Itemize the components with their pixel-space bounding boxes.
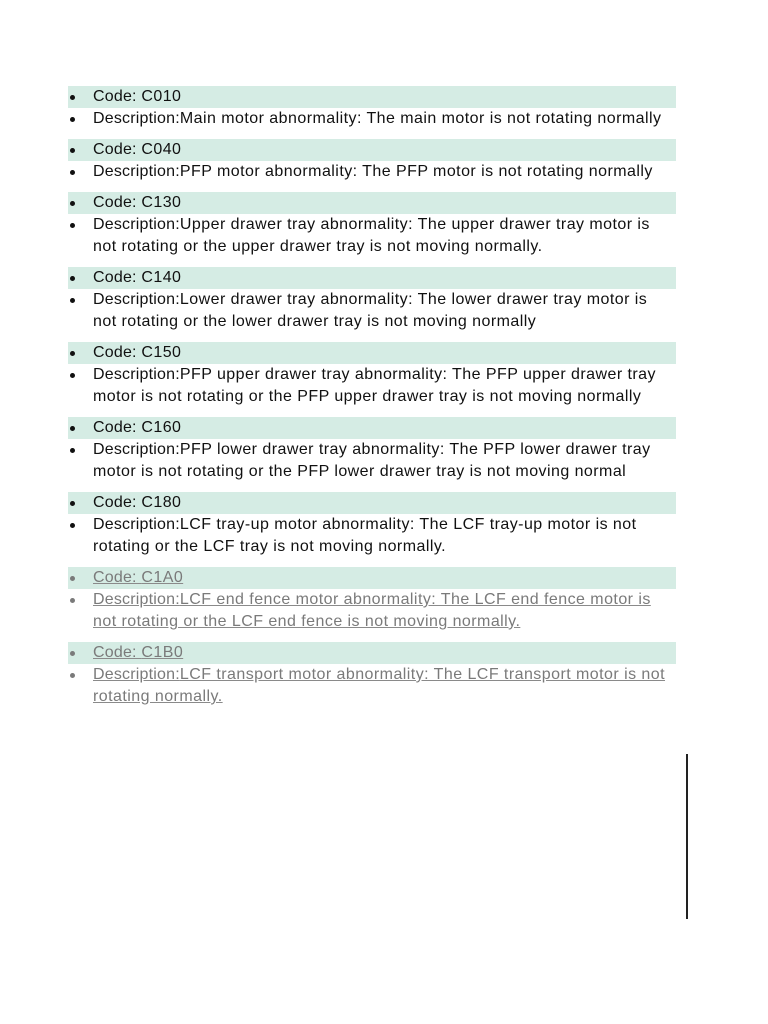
bullet-icon <box>70 298 75 303</box>
code-value: C140 <box>141 269 182 286</box>
code-label: Code: <box>93 344 142 361</box>
code-value: C040 <box>141 141 182 158</box>
description-label: Description: <box>93 516 180 533</box>
code-value: C1A0 <box>141 569 184 586</box>
error-entry-c010 <box>68 86 676 130</box>
code-row <box>68 342 676 364</box>
bullet-icon <box>70 373 75 378</box>
description-text: Lower drawer tray abnormality: The lower drawer tray motor is not rotating or the lower drawer tray is not moving normally <box>93 291 648 330</box>
description-label: Description: <box>93 163 180 180</box>
bullet-icon <box>70 501 75 506</box>
code-row <box>68 267 676 289</box>
code-label: Code: <box>93 88 142 105</box>
description-text: LCF transport motor abnormality: The LCF transport motor is not rotating normally. <box>93 666 666 705</box>
bullet-icon <box>70 673 75 678</box>
bullet-icon <box>70 351 75 356</box>
description-row <box>68 664 676 708</box>
description-row <box>68 364 676 408</box>
revision-change-bar <box>686 754 688 919</box>
bullet-icon <box>70 201 75 206</box>
code-value: C150 <box>141 344 182 361</box>
code-row <box>68 642 676 664</box>
bullet-icon <box>70 448 75 453</box>
description-label: Description: <box>93 441 180 458</box>
code-row <box>68 139 676 161</box>
description-label: Description: <box>93 591 180 608</box>
description-label: Description: <box>93 291 180 308</box>
description-text: PFP motor abnormality: The PFP motor is not rotating normally <box>179 163 653 180</box>
description-row <box>68 214 676 258</box>
code-label: Code: <box>93 141 142 158</box>
code-value: C130 <box>141 194 182 211</box>
code-row <box>68 417 676 439</box>
bullet-icon <box>70 426 75 431</box>
error-entry-c150 <box>68 342 676 408</box>
bullet-icon <box>70 651 75 656</box>
error-entry-c180 <box>68 492 676 558</box>
description-row <box>68 161 676 183</box>
code-value: C010 <box>141 88 182 105</box>
bullet-icon <box>70 148 75 153</box>
error-entry-c1b0 <box>68 642 676 708</box>
code-row <box>68 567 676 589</box>
code-label: Code: <box>93 644 142 661</box>
code-label: Code: <box>93 494 142 511</box>
code-row <box>68 86 676 108</box>
description-row <box>68 589 676 633</box>
code-label: Code: <box>93 569 142 586</box>
bullet-icon <box>70 598 75 603</box>
code-value: C160 <box>141 419 182 436</box>
error-code-list <box>68 86 676 717</box>
description-text: PFP lower drawer tray abnormality: The PFP lower drawer tray motor is not rotating or the PFP lower drawer tray is not moving normal <box>93 441 651 480</box>
code-row <box>68 192 676 214</box>
description-label: Description: <box>93 216 180 233</box>
bullet-icon <box>70 523 75 528</box>
code-label: Code: <box>93 269 142 286</box>
description-row <box>68 514 676 558</box>
bullet-icon <box>70 576 75 581</box>
description-text: Main motor abnormality: The main motor is not rotating normally <box>179 110 662 127</box>
description-row <box>68 439 676 483</box>
bullet-icon <box>70 117 75 122</box>
description-label: Description: <box>93 666 180 683</box>
description-text: LCF end fence motor abnormality: The LCF end fence motor is not rotating or the LCF end fence is not moving normally. <box>93 591 651 630</box>
error-entry-c160 <box>68 417 676 483</box>
description-label: Description: <box>93 110 180 127</box>
error-entry-c130 <box>68 192 676 258</box>
code-value: C1B0 <box>141 644 184 661</box>
description-text: PFP upper drawer tray abnormality: The PFP upper drawer tray motor is not rotating or the PFP upper drawer tray is not moving normally <box>93 366 656 405</box>
code-value: C180 <box>141 494 182 511</box>
code-label: Code: <box>93 419 142 436</box>
description-row <box>68 108 676 130</box>
description-row <box>68 289 676 333</box>
bullet-icon <box>70 170 75 175</box>
bullet-icon <box>70 276 75 281</box>
error-entry-c040 <box>68 139 676 183</box>
description-text: LCF tray-up motor abnormality: The LCF tray-up motor is not rotating or the LCF tray is not moving normally. <box>93 516 637 555</box>
bullet-icon <box>70 223 75 228</box>
error-entry-c140 <box>68 267 676 333</box>
description-text: Upper drawer tray abnormality: The upper drawer tray motor is not rotating or the upper drawer tray is not moving normally. <box>93 216 650 255</box>
code-label: Code: <box>93 194 142 211</box>
description-label: Description: <box>93 366 180 383</box>
error-entry-c1a0 <box>68 567 676 633</box>
bullet-icon <box>70 95 75 100</box>
code-row <box>68 492 676 514</box>
